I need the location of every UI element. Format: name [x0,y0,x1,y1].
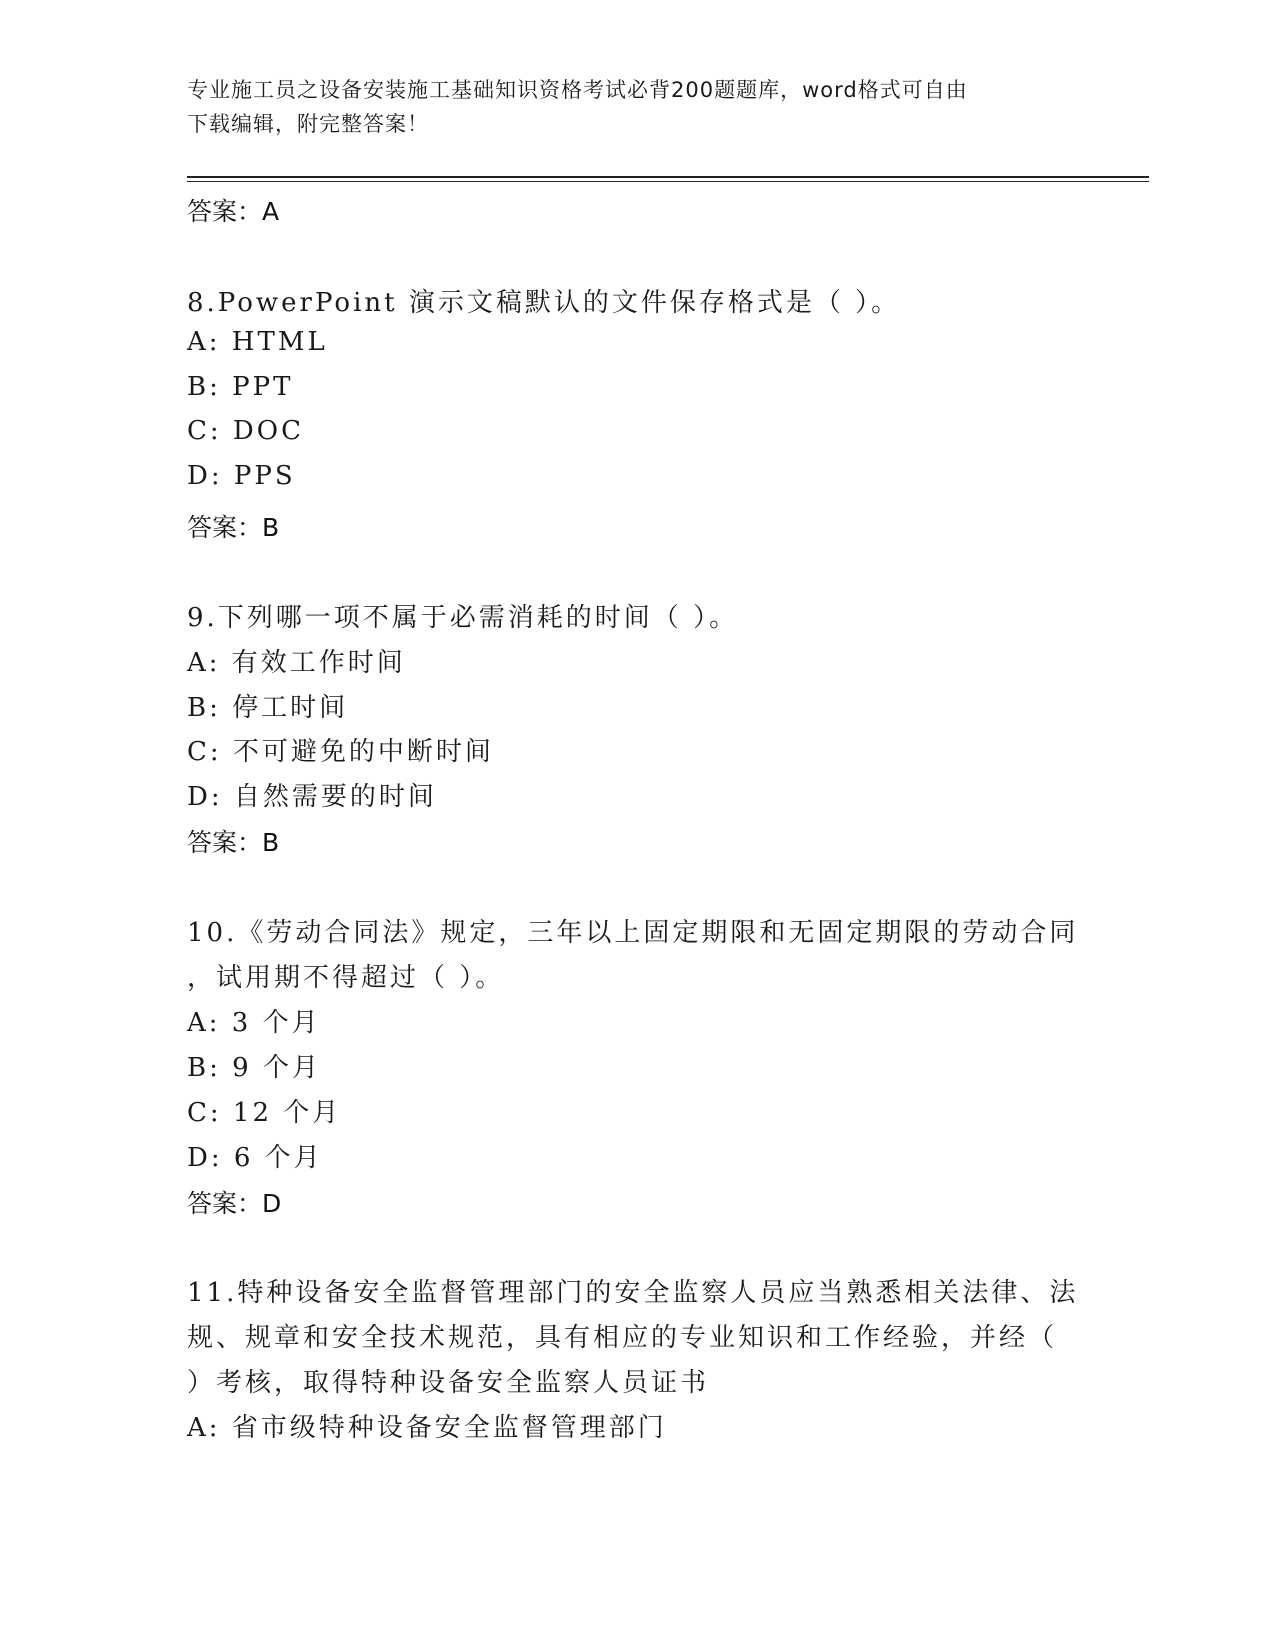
answer-label: 答案：A [187,197,280,226]
question-text-continued: 规、规章和安全技术规范，具有相应的专业知识和工作经验，并经（ [187,1323,1058,1353]
option-a: A: 3 个月 [187,1008,321,1038]
option-a: A: 有效工作时间 [187,648,406,678]
answer-label: 答案：B [187,828,280,857]
header-divider-thin [187,181,1149,182]
option-d: D: 6 个月 [187,1143,323,1173]
answer-label: 答案：D [187,1189,282,1218]
option-d: D: PPS [187,461,296,491]
question-text: 8.PowerPoint 演示文稿默认的文件保存格式是（ ）。 [187,288,901,318]
option-c: C: DOC [187,416,304,446]
option-a: A: HTML [187,327,328,357]
option-d: D: 自然需要的时间 [187,782,437,812]
option-c: C: 不可避免的中断时间 [187,737,494,767]
option-b: B: 停工时间 [187,693,349,723]
question-text: 10.《劳动合同法》规定，三年以上固定期限和无固定期限的劳动合同 [187,918,1079,948]
answer-label: 答案：B [187,513,280,542]
header-title-line-1: 专业施工员之设备安装施工基础知识资格考试必背200题题库，word格式可自由 [187,78,968,102]
question-text-continued: ，试用期不得超过（ ）。 [187,963,505,993]
header-divider [187,176,1149,178]
question-text: 9.下列哪一项不属于必需消耗的时间（ ）。 [187,603,739,633]
header-title-line-2: 下载编辑，附完整答案！ [187,112,429,136]
option-b: B: 9 个月 [187,1053,321,1083]
question-text: 11.特种设备安全监督管理部门的安全监察人员应当熟悉相关法律、法 [187,1278,1079,1308]
question-text-continued: ）考核，取得特种设备安全监察人员证书 [187,1368,710,1398]
option-c: C: 12 个月 [187,1098,342,1128]
option-b: B: PPT [187,372,294,402]
option-a: A: 省市级特种设备安全监督管理部门 [187,1413,667,1443]
